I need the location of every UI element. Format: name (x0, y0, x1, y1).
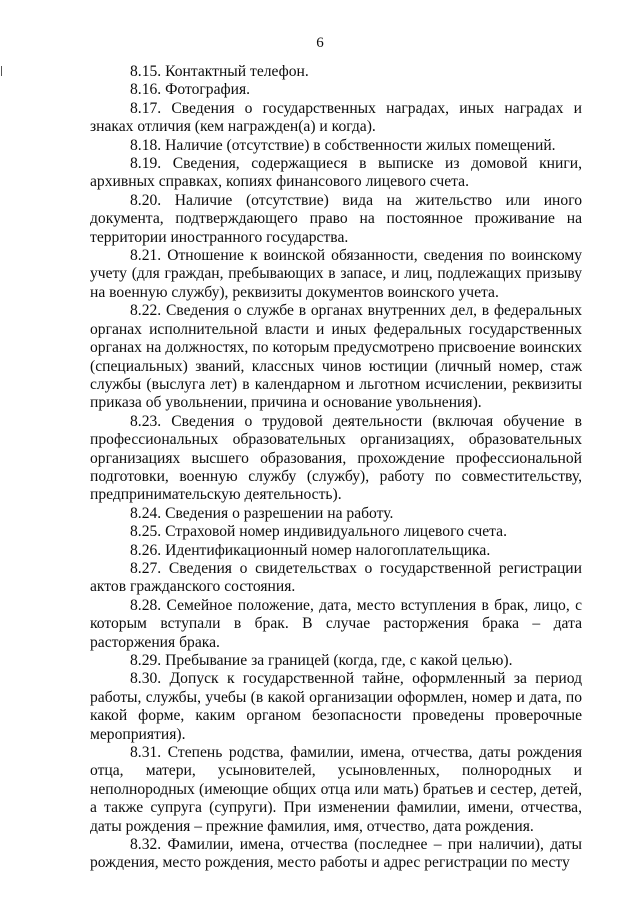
paragraph-8-27: 8.27. Сведения о свидетельствах о государственной регистрации актов гражданского состояния. (90, 559, 582, 596)
paragraph-8-19: 8.19. Сведения, содержащиеся в выписке из домовой книги, архивных справках, копиях финансового лицевого счета. (90, 155, 582, 191)
page-number: 6 (316, 35, 324, 51)
paragraph-8-15: 8.15. Контактный телефон. (130, 63, 309, 80)
paragraph-8-30: 8.30. Допуск к государственной тайне, оформленный за период работы, службы, учебы (в какой организации оформлен, номер и дата, по какой форме, каким органом безопасности проведены проверочные мероприятия). (90, 670, 582, 743)
paragraph-8-21: 8.21. Отношение к воинской обязанности, сведения по воинскому учету (для граждан, пребывающих в запасе, и лиц, подлежащих призыву на военную службу), реквизиты документов воинского учета. (90, 247, 582, 301)
scan-edge-mark (1, 66, 2, 76)
paragraph-8-16: 8.16. Фотография. (130, 81, 251, 99)
paragraph-8-26: 8.26. Идентификационный номер налогоплательщика. (130, 541, 491, 559)
paragraph-8-18: 8.18. Наличие (отсутствие) в собственности жилых помещений. (130, 136, 556, 154)
paragraph-8-25: 8.25. Страховой номер индивидуального лицевого счета. (130, 523, 507, 541)
paragraph-8-20: 8.20. Наличие (отсутствие) вида на жительство или иного документа, подтверждающего право на постоянное проживание на территории иностранного государства. (90, 191, 582, 246)
paragraph-8-29: 8.29. Пребывание за границей (когда, где, с какой целью). (130, 652, 513, 669)
paragraph-8-22: 8.22. Сведения о службе в органах внутренних дел, в федеральных органах исполнительной власти и иных федеральных государственных органах на должностях, по которым предусмотрено присвоение воинских (специальных) званий, классных чинов юстиции (личный номер, стаж службы (выслуга лет) в календарном и льготном исчислении, реквизиты приказа об увольнении, причина и основание увольнения). (90, 302, 582, 412)
document-body (90, 63, 582, 873)
paragraph-8-24: 8.24. Сведения о разрешении на работу. (130, 504, 394, 522)
paragraph-8-17: 8.17. Сведения о государственных наградах, иных наградах и знаках отличия (кем награжден(а) и когда). (90, 99, 582, 136)
paragraph-8-23: 8.23. Сведения о трудовой деятельности (включая обучение в профессиональных образовательных организациях, образовательных организациях высшего образования, прохождение профессиональной подготовки, военную службу (службу), работу по совместительству, предпринимательскую деятельность). (90, 412, 582, 504)
paragraph-8-32: 8.32. Фамилии, имена, отчества (последнее – при наличии), даты рождения, место рождения, место работы и адрес регистрации по месту (90, 836, 582, 872)
paragraph-8-31: 8.31. Степень родства, фамилии, имена, отчества, даты рождения отца, матери, усыновителей, усыновленных, полнородных и неполнородных (имеющие общих отца или мать) братьев и сестер, детей, а также супруга (супруги). При изменении фамилии, имени, отчества, даты рождения – прежние фамилия, имя, отчество, дата рождения. (90, 744, 582, 835)
paragraph-8-28: 8.28. Семейное положение, дата, место вступления в брак, лицо, с которым вступали в брак. В случае расторжения брака – дата расторжения брака. (90, 596, 582, 651)
